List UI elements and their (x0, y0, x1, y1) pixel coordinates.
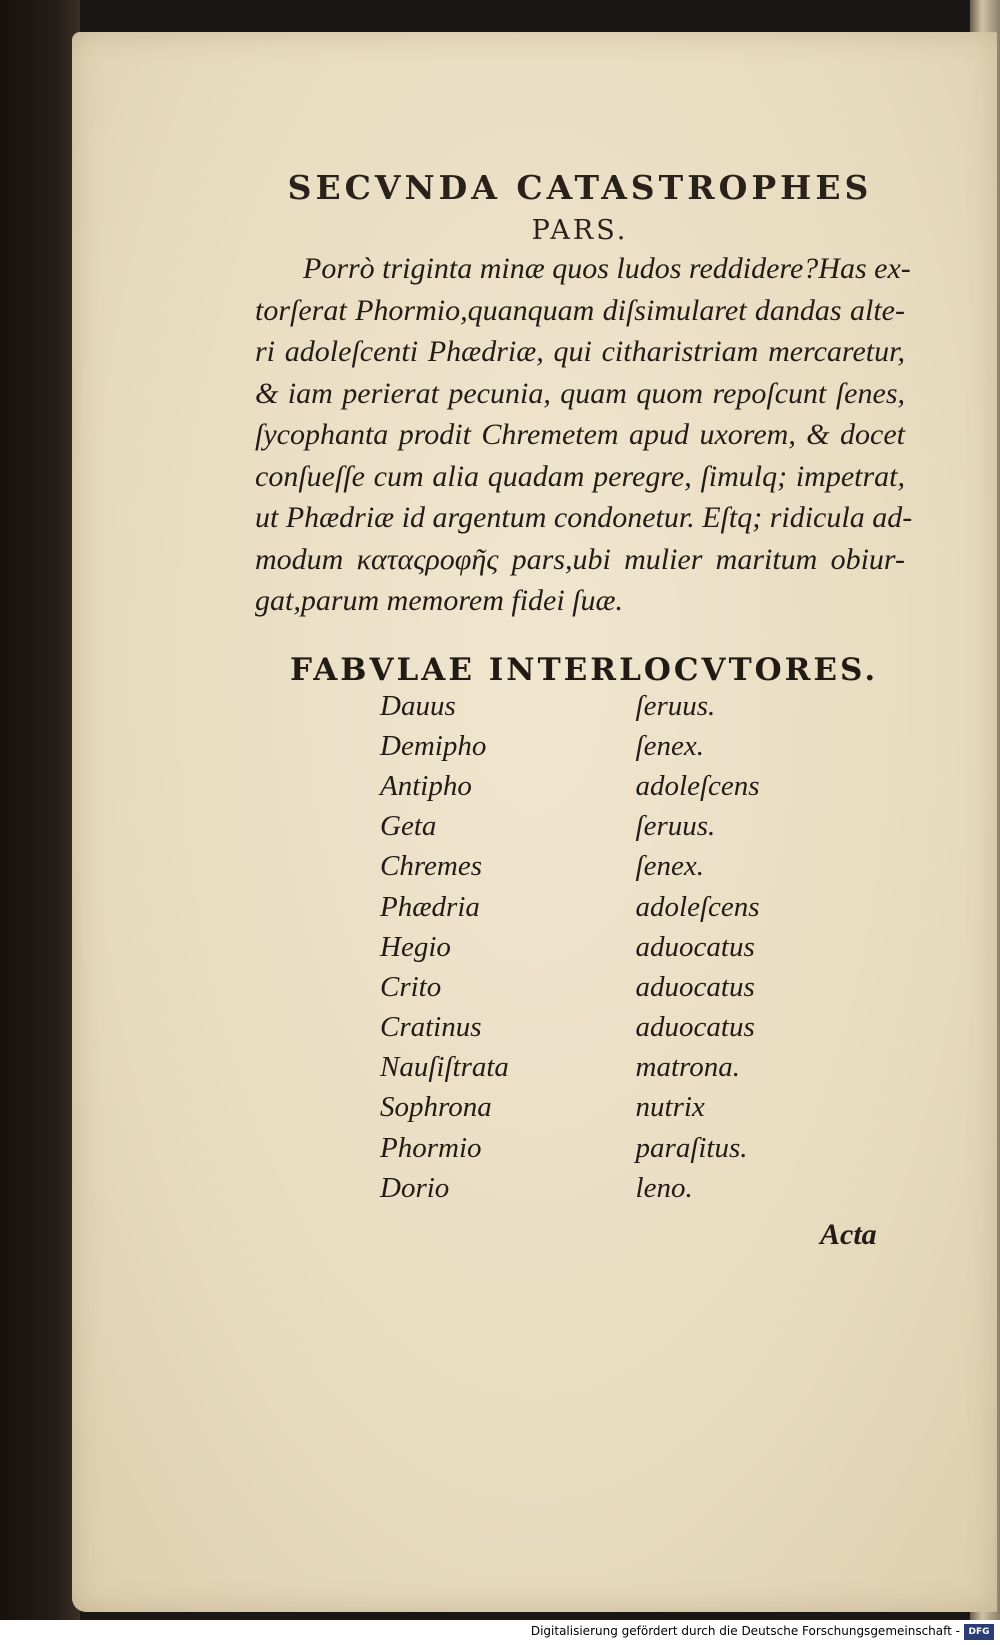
paragraph-line: modum καταςροφῆς pars,ubi mulier maritum obiur- (255, 542, 905, 576)
cast-row (365, 1008, 785, 1048)
cast-row (365, 726, 785, 766)
cast-row (365, 887, 785, 927)
character-name: Cratinus (380, 1011, 482, 1044)
character-role: leno. (635, 1171, 693, 1204)
character-name: Nauſiſtrata (380, 1051, 509, 1084)
cast-row (365, 1048, 785, 1088)
cast-row (365, 927, 785, 967)
cast-row (365, 1128, 785, 1168)
character-role: ſenex. (635, 850, 704, 883)
character-name: Sophrona (380, 1091, 492, 1124)
paragraph-line: ri adoleſcenti Phædriæ, qui citharistriam mercaretur, (255, 335, 905, 368)
argument-paragraph (255, 248, 913, 622)
cast-row (365, 686, 785, 726)
section-title-continued: PARS. (531, 215, 629, 246)
scan-background-left (0, 0, 80, 1620)
character-role: ſeruus. (635, 689, 716, 722)
character-role: aduocatus (635, 1011, 755, 1044)
cast-row (365, 807, 785, 847)
cast-list (365, 686, 785, 1208)
character-role: matrona. (635, 1051, 740, 1084)
character-role: ſenex. (635, 729, 704, 762)
character-role: paraſitus. (635, 1131, 748, 1164)
character-name: Crito (380, 970, 442, 1003)
character-name: Dorio (380, 1171, 450, 1204)
paragraph-line: ſycophanta prodit Chremetem apud uxorem, & docet (255, 418, 905, 451)
cast-row (365, 1088, 785, 1128)
cast-row (365, 766, 785, 806)
cast-row (365, 967, 785, 1007)
character-name: Dauus (380, 689, 456, 722)
section-title: SECVNDA CATASTROPHES (287, 168, 873, 207)
character-name: Antipho (380, 769, 472, 802)
character-name: Geta (380, 810, 437, 843)
character-role: aduocatus (635, 970, 755, 1003)
funding-credit: Digitalisierung gefördert durch die Deutsche Forschungsgemeinschaft - (530, 1624, 960, 1638)
cast-heading: FABVLAE INTERLOCVTORES. (290, 652, 879, 688)
digitization-footer (0, 1620, 1000, 1645)
dfg-logo-icon: DFG (964, 1624, 994, 1640)
paragraph-line: Porrò triginta minæ quos ludos reddidere?Has ex- (303, 252, 911, 285)
cast-row (365, 1168, 785, 1208)
catchword: Acta (820, 1218, 877, 1251)
character-role: adoleſcens (635, 769, 760, 802)
character-name: Hegio (380, 930, 451, 963)
paragraph-line: ut Phædriæ id argentum condonetur. Eſtq; ridicula ad- (255, 501, 913, 534)
character-role: ſeruus. (635, 810, 716, 843)
paragraph-line: gat,parum memorem fidei ſuæ. (255, 584, 624, 617)
paragraph-line: & iam perierat pecunia, quam quom repoſcunt ſenes, (255, 376, 905, 410)
paragraph-line: conſueſſe cum alia quadam peregre, ſimulq; impetrat, (255, 459, 905, 493)
character-role: nutrix (635, 1091, 705, 1124)
character-name: Phormio (380, 1131, 482, 1164)
character-role: adoleſcens (635, 890, 760, 923)
character-role: aduocatus (635, 930, 755, 963)
cast-row (365, 847, 785, 887)
character-name: Phædria (380, 890, 480, 923)
paragraph-line: torſerat Phormio,quanquam diſsimularet dandas alte- (255, 293, 905, 327)
character-name: Demipho (380, 729, 487, 762)
character-name: Chremes (380, 850, 483, 883)
